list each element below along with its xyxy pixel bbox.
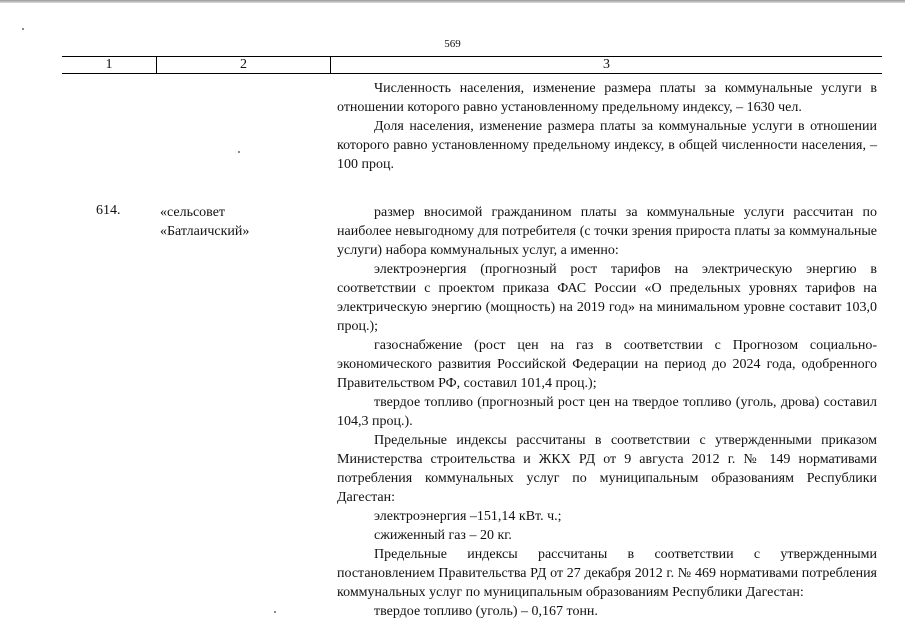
municipality-name-line: «сельсовет	[160, 205, 226, 220]
paragraph: Предельные индексы рассчитаны в соответствии с утвержденными постановлением Правительства РД от 27 декабря 2012 г. № 469 нормативами потребления коммунальных услуг по муниципальным образованиям Республики Дагестан:	[337, 547, 877, 600]
paragraph: Доля населения, изменение размера платы за коммунальные услуги в отношении которого равно установленному предельному индексу, в общей численности населения, – 100 проц.	[337, 119, 877, 172]
paragraph: Численность населения, изменение размера платы за коммунальные услуги в отношении которого равно установленному предельному индексу, – 1630 чел.	[337, 81, 877, 115]
column-number-2: 2	[240, 57, 247, 72]
scan-speck	[22, 28, 24, 30]
municipality-name	[160, 203, 330, 241]
norm-item: твердое топливо (уголь) – 0,167 тонн.	[374, 604, 598, 619]
entry-number: 614.	[96, 203, 121, 218]
norm-item: электроэнергия –151,14 кВт. ч.;	[374, 509, 562, 524]
page-number: 569	[444, 38, 461, 50]
municipality-name-line: «Батлаичский»	[160, 224, 250, 239]
table-header-bottom-rule	[62, 73, 882, 74]
scan-speck	[274, 611, 276, 613]
norm-item: сжиженный газ – 20 кг.	[374, 528, 512, 543]
scan-speck	[238, 151, 240, 153]
paragraph: Предельные индексы рассчитаны в соответствии с утвержденными приказом Министерства строительства и ЖКХ РД от 9 августа 2012 г. № 149 нормативами потребления коммунальных услуг по муниципальным образованиям Республики Дагестан:	[337, 433, 877, 505]
entry-text	[337, 203, 877, 621]
column-number-1: 1	[105, 57, 113, 72]
paragraph: размер вносимой гражданином платы за коммунальные услуги рассчитан по наиболее невыгодному для потребителя (с точки зрения прироста платы за коммунальные услуги) набора коммунальных услуг, а именно:	[337, 205, 877, 258]
scan-edge	[0, 0, 905, 3]
paragraph: электроэнергия (прогнозный рост тарифов на электрическую энергию в соответствии с проектом приказа ФАС России «О предельных уровнях тарифов на электрическую энергию (мощность) на 2019 год» на минимальном уровне составит 103,0 проц.);	[337, 262, 877, 334]
continuation-text	[337, 79, 877, 174]
column-number-3: 3	[603, 57, 610, 72]
paragraph: газоснабжение (рост цен на газ в соответствии с Прогнозом социально-экономического развития Российской Федерации на период до 2024 года, одобренного Правительством РФ, составил 101,4 проц.);	[337, 338, 877, 391]
paragraph: твердое топливо (прогнозный рост цен на твердое топливо (уголь, дрова) составил 104,3 проц.).	[337, 395, 877, 429]
